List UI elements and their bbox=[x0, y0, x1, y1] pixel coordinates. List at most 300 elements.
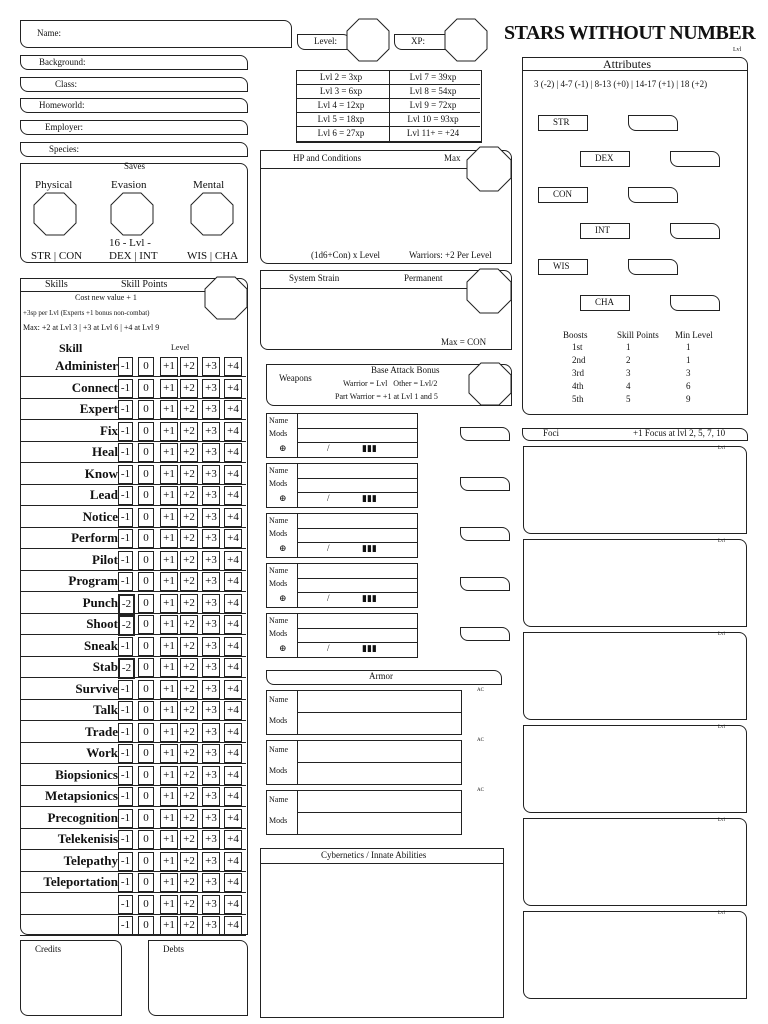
skill-level-box[interactable]: +3 bbox=[202, 766, 220, 785]
skill-level-box[interactable]: +2 bbox=[180, 529, 198, 548]
attr-mod-con[interactable] bbox=[628, 187, 678, 203]
skill-level-box[interactable]: 0 bbox=[138, 572, 154, 591]
xp-cell: Lvl 9 = 72xp bbox=[409, 100, 457, 110]
skill-level-box[interactable]: +1 bbox=[160, 809, 178, 828]
xp-row bbox=[296, 85, 480, 99]
skill-name: Trade bbox=[85, 723, 118, 739]
skill-level-box[interactable]: 0 bbox=[138, 508, 154, 527]
skill-level-box[interactable]: -1 bbox=[118, 809, 133, 828]
skill-level-box[interactable]: +4 bbox=[224, 701, 242, 720]
skill-row[interactable] bbox=[20, 656, 246, 678]
skill-level-box[interactable]: -1 bbox=[118, 529, 133, 548]
skill-level-box[interactable]: +4 bbox=[224, 594, 242, 613]
skill-level-box[interactable]: +2 bbox=[180, 895, 198, 914]
strain-permanent-label: Permanent bbox=[404, 273, 443, 283]
skill-level-box[interactable]: 0 bbox=[138, 637, 154, 656]
skill-level-box[interactable]: +4 bbox=[224, 809, 242, 828]
skill-level-box[interactable]: +4 bbox=[224, 895, 242, 914]
skill-level-box[interactable]: +3 bbox=[202, 486, 220, 505]
skill-level-box[interactable]: -1 bbox=[118, 465, 133, 484]
skill-level-box[interactable]: +1 bbox=[160, 701, 178, 720]
skill-name: Precognition bbox=[47, 809, 118, 825]
skill-name: Heal bbox=[92, 444, 118, 459]
skill-level-box[interactable]: +4 bbox=[224, 443, 242, 462]
skill-name: Teleportation bbox=[43, 874, 118, 889]
skill-level-box[interactable]: -1 bbox=[118, 357, 133, 376]
skill-name: Telekenisis bbox=[57, 831, 118, 846]
skill-level-box[interactable]: +3 bbox=[202, 787, 220, 806]
boost-cell: 4 bbox=[626, 381, 631, 391]
skill-level-box[interactable]: +1 bbox=[160, 486, 178, 505]
weapon-slot[interactable] bbox=[266, 613, 418, 658]
credits-box[interactable] bbox=[20, 940, 122, 1016]
skill-level-box[interactable]: +2 bbox=[180, 658, 198, 677]
skill-level-box[interactable]: -1 bbox=[118, 551, 133, 570]
skill-row[interactable] bbox=[20, 377, 246, 399]
skill-level-box[interactable]: +4 bbox=[224, 486, 242, 505]
skill-row[interactable] bbox=[20, 721, 246, 743]
skill-name: Stab bbox=[92, 659, 118, 674]
skill-level-box[interactable]: +2 bbox=[180, 916, 198, 935]
skill-level-box[interactable]: +2 bbox=[180, 852, 198, 871]
class-field[interactable] bbox=[20, 77, 248, 92]
boost-cell: 2nd bbox=[572, 355, 586, 365]
skill-row[interactable] bbox=[20, 463, 246, 485]
skill-level-box[interactable]: +1 bbox=[160, 551, 178, 570]
skill-level-box[interactable]: 0 bbox=[138, 465, 154, 484]
skill-level-box[interactable]: 0 bbox=[138, 422, 154, 441]
skill-level-box[interactable]: +4 bbox=[224, 400, 242, 419]
skill-level-box[interactable]: +2 bbox=[180, 572, 198, 591]
focus-slot[interactable] bbox=[523, 911, 747, 999]
armor-header bbox=[266, 670, 502, 685]
weapon-mods-label: Mods bbox=[269, 429, 288, 438]
skill-level-box[interactable]: -1 bbox=[118, 701, 133, 720]
skill-level-box[interactable]: +3 bbox=[202, 594, 220, 613]
weapon-slot[interactable] bbox=[266, 463, 418, 508]
skill-level-box[interactable]: +2 bbox=[180, 443, 198, 462]
skill-level-box[interactable]: 0 bbox=[138, 357, 154, 376]
weapon-damage-field[interactable] bbox=[460, 527, 510, 541]
weapon-slash: / bbox=[327, 543, 330, 553]
skill-level-box[interactable]: +1 bbox=[160, 830, 178, 849]
species-field[interactable] bbox=[20, 142, 248, 157]
skill-row[interactable] bbox=[20, 420, 246, 442]
attr-mod-dex[interactable] bbox=[670, 151, 720, 167]
skill-row[interactable] bbox=[20, 613, 246, 635]
skill-level-box[interactable]: +4 bbox=[224, 357, 242, 376]
bab-octagon[interactable] bbox=[468, 362, 512, 406]
level-field[interactable] bbox=[297, 34, 351, 50]
weapon-damage-field[interactable] bbox=[460, 477, 510, 491]
target-icon: ⊕ bbox=[279, 443, 287, 453]
attr-name: DEX bbox=[595, 153, 614, 163]
skill-level-box[interactable]: 0 bbox=[138, 400, 154, 419]
skill-level-box[interactable]: 0 bbox=[138, 680, 154, 699]
skill-row[interactable] bbox=[20, 570, 246, 592]
skill-level-box[interactable]: +4 bbox=[224, 508, 242, 527]
skill-level-box[interactable]: +3 bbox=[202, 572, 220, 591]
skill-level-box[interactable]: -1 bbox=[118, 787, 133, 806]
skill-level-box[interactable]: +1 bbox=[160, 615, 178, 634]
skill-level-box[interactable]: +3 bbox=[202, 658, 220, 677]
skill-level-box[interactable]: -1 bbox=[118, 443, 133, 462]
skill-row[interactable] bbox=[20, 635, 246, 657]
skill-level-box[interactable]: +1 bbox=[160, 465, 178, 484]
level-octagon[interactable] bbox=[346, 18, 390, 62]
skill-level-box[interactable]: 0 bbox=[138, 744, 154, 763]
saves-dex-int: DEX | INT bbox=[109, 250, 158, 262]
skill-level-box[interactable]: +2 bbox=[180, 830, 198, 849]
xp-cell: Lvl 11+ = +24 bbox=[406, 128, 460, 138]
attributes-title: Attributes bbox=[603, 57, 651, 71]
skill-name: Shoot bbox=[86, 616, 118, 631]
skill-level-box[interactable]: +3 bbox=[202, 830, 220, 849]
boost-cell: 3 bbox=[626, 368, 631, 378]
skill-level-box[interactable]: -2 bbox=[118, 594, 135, 615]
debts-label: Debts bbox=[163, 944, 184, 954]
skill-row[interactable] bbox=[20, 527, 246, 549]
employer-label: Employer: bbox=[45, 122, 83, 132]
skill-level-box[interactable]: +1 bbox=[160, 916, 178, 935]
skill-level-box[interactable]: 0 bbox=[138, 529, 154, 548]
skill-row[interactable] bbox=[20, 441, 246, 463]
skill-level-box[interactable]: +4 bbox=[224, 615, 242, 634]
skill-level-box[interactable]: +3 bbox=[202, 379, 220, 398]
skill-level-box[interactable]: +3 bbox=[202, 873, 220, 892]
boost-cell: 3 bbox=[686, 368, 691, 378]
weapon-slot[interactable] bbox=[266, 413, 418, 458]
skill-level-box[interactable]: +1 bbox=[160, 787, 178, 806]
skill-level-box[interactable]: +2 bbox=[180, 637, 198, 656]
skill-level-box[interactable]: 0 bbox=[138, 852, 154, 871]
skill-level-box[interactable]: +1 bbox=[160, 895, 178, 914]
skill-row[interactable] bbox=[20, 785, 246, 807]
homeworld-field[interactable] bbox=[20, 98, 248, 113]
skill-level-box[interactable]: -1 bbox=[118, 766, 133, 785]
skill-row[interactable] bbox=[20, 484, 246, 506]
armor-slot[interactable] bbox=[266, 790, 462, 835]
skill-level-box[interactable]: +3 bbox=[202, 809, 220, 828]
skill-level-box[interactable]: +3 bbox=[202, 723, 220, 742]
skill-level-box[interactable]: +2 bbox=[180, 422, 198, 441]
skill-row[interactable] bbox=[20, 699, 246, 721]
skill-row[interactable] bbox=[20, 764, 246, 786]
skill-level-box[interactable]: 0 bbox=[138, 787, 154, 806]
skill-level-box[interactable]: +2 bbox=[180, 766, 198, 785]
skill-level-box[interactable]: +2 bbox=[180, 379, 198, 398]
skill-level-box[interactable]: +3 bbox=[202, 615, 220, 634]
skill-row[interactable] bbox=[20, 355, 246, 377]
skill-row[interactable] bbox=[20, 506, 246, 528]
physical-save-octagon[interactable] bbox=[33, 192, 77, 236]
weapon-damage-field[interactable] bbox=[460, 627, 510, 641]
name-field[interactable] bbox=[20, 20, 292, 48]
skill-level-box[interactable]: +2 bbox=[180, 594, 198, 613]
skill-level-box[interactable]: +3 bbox=[202, 916, 220, 935]
skill-level-box[interactable]: +1 bbox=[160, 766, 178, 785]
skill-level-box[interactable]: +4 bbox=[224, 658, 242, 677]
skill-level-box[interactable]: +4 bbox=[224, 637, 242, 656]
skill-level-box[interactable]: +4 bbox=[224, 572, 242, 591]
weapon-name-label: Name bbox=[269, 466, 289, 475]
skill-level-box[interactable]: +1 bbox=[160, 422, 178, 441]
skill-row[interactable] bbox=[20, 592, 246, 614]
mental-save-octagon[interactable] bbox=[190, 192, 234, 236]
skill-level-box[interactable]: +2 bbox=[180, 465, 198, 484]
strain-permanent-octagon[interactable] bbox=[466, 268, 512, 314]
skill-level-box[interactable]: -1 bbox=[118, 723, 133, 742]
skill-level-box[interactable]: 0 bbox=[138, 379, 154, 398]
xp-cell: Lvl 6 = 27xp bbox=[317, 128, 365, 138]
skill-level-box[interactable]: +1 bbox=[160, 400, 178, 419]
skill-level-box[interactable]: 0 bbox=[138, 809, 154, 828]
skill-level-box[interactable]: 0 bbox=[138, 766, 154, 785]
skill-level-box[interactable]: +1 bbox=[160, 658, 178, 677]
weapon-slot[interactable] bbox=[266, 513, 418, 558]
armor-ac-label: AC bbox=[477, 788, 484, 793]
attr-mod-str[interactable] bbox=[628, 115, 678, 131]
skill-level-box[interactable]: +2 bbox=[180, 873, 198, 892]
skill-level-box[interactable]: +1 bbox=[160, 572, 178, 591]
skill-name: Administer bbox=[55, 358, 118, 373]
skill-level-box[interactable]: 0 bbox=[138, 701, 154, 720]
skill-level-box[interactable]: +3 bbox=[202, 465, 220, 484]
skill-level-box[interactable]: +1 bbox=[160, 723, 178, 742]
xp-cell: Lvl 2 = 3xp bbox=[319, 72, 363, 82]
armor-mods-label: Mods bbox=[269, 766, 288, 775]
skills-level-label: Level bbox=[171, 343, 190, 352]
skill-row[interactable] bbox=[20, 914, 246, 936]
title-lvl: Lvl bbox=[733, 47, 742, 53]
focus-slot[interactable] bbox=[523, 632, 747, 720]
debts-box[interactable] bbox=[148, 940, 248, 1016]
attr-mod-cha[interactable] bbox=[670, 295, 720, 311]
skill-points-octagon[interactable] bbox=[204, 276, 248, 320]
skill-level-box[interactable]: 0 bbox=[138, 873, 154, 892]
skill-level-box[interactable]: +3 bbox=[202, 895, 220, 914]
target-icon: ⊕ bbox=[279, 543, 287, 553]
xp-cell: Lvl 4 = 12xp bbox=[317, 100, 365, 110]
skill-level-box[interactable]: -1 bbox=[118, 916, 133, 935]
boosts-table bbox=[540, 330, 730, 410]
skill-level-box[interactable]: -1 bbox=[118, 572, 133, 591]
skill-level-box[interactable]: +2 bbox=[180, 551, 198, 570]
focus-slot[interactable] bbox=[523, 818, 747, 906]
skill-level-box[interactable]: +2 bbox=[180, 357, 198, 376]
skill-level-box[interactable]: +4 bbox=[224, 465, 242, 484]
skill-level-box[interactable]: -1 bbox=[118, 680, 133, 699]
xp-octagon[interactable] bbox=[444, 18, 488, 62]
weapon-slot[interactable] bbox=[266, 563, 418, 608]
skill-level-box[interactable]: -2 bbox=[118, 658, 135, 679]
skill-level-box[interactable]: +4 bbox=[224, 830, 242, 849]
boost-cell: 3rd bbox=[572, 368, 584, 378]
skill-level-box[interactable]: 0 bbox=[138, 723, 154, 742]
skill-name: Expert bbox=[79, 401, 118, 416]
skill-level-box[interactable]: +4 bbox=[224, 529, 242, 548]
skill-row[interactable] bbox=[20, 398, 246, 420]
skill-level-box[interactable]: +3 bbox=[202, 852, 220, 871]
skill-level-box[interactable]: +4 bbox=[224, 422, 242, 441]
evasion-save-octagon[interactable] bbox=[110, 192, 154, 236]
boost-cell: 1 bbox=[686, 342, 691, 352]
physical-label: Physical bbox=[35, 179, 73, 191]
weapon-slash: / bbox=[327, 493, 330, 503]
skill-level-box[interactable]: +1 bbox=[160, 680, 178, 699]
skill-name: Notice bbox=[82, 508, 118, 524]
skill-level-box[interactable]: 0 bbox=[138, 486, 154, 505]
attr-label-con bbox=[538, 187, 588, 203]
cybernetics-panel[interactable] bbox=[260, 848, 504, 1018]
skill-level-box[interactable]: 0 bbox=[138, 443, 154, 462]
skill-level-box[interactable]: -1 bbox=[118, 422, 133, 441]
skill-level-box[interactable]: +2 bbox=[180, 615, 198, 634]
focus-lvl-label: Lvl bbox=[718, 539, 725, 544]
skill-level-box[interactable]: 0 bbox=[138, 830, 154, 849]
skills-skill-header: Skill bbox=[59, 341, 83, 355]
skill-level-box[interactable]: +2 bbox=[180, 400, 198, 419]
skill-level-box[interactable]: +4 bbox=[224, 873, 242, 892]
skill-level-box[interactable]: +2 bbox=[180, 486, 198, 505]
weapon-name-label: Name bbox=[269, 516, 289, 525]
weapon-mods-label: Mods bbox=[269, 529, 288, 538]
target-icon: ⊕ bbox=[279, 593, 287, 603]
skill-level-box[interactable]: +2 bbox=[180, 680, 198, 699]
focus-slot[interactable] bbox=[523, 446, 747, 534]
skill-level-box[interactable]: +3 bbox=[202, 680, 220, 699]
skill-level-box[interactable]: 0 bbox=[138, 916, 154, 935]
skill-level-box[interactable]: 0 bbox=[138, 594, 154, 613]
skill-level-box[interactable]: +1 bbox=[160, 744, 178, 763]
skill-level-box[interactable]: +1 bbox=[160, 508, 178, 527]
foci-note: +1 Focus at lvl 2, 5, 7, 10 bbox=[633, 428, 726, 438]
armor-slot[interactable] bbox=[266, 690, 462, 735]
attr-label-dex bbox=[580, 151, 630, 167]
boost-cell: 4th bbox=[572, 381, 584, 391]
skill-level-box[interactable]: 0 bbox=[138, 551, 154, 570]
skill-level-box[interactable]: +4 bbox=[224, 551, 242, 570]
skill-level-box[interactable]: +3 bbox=[202, 508, 220, 527]
employer-field[interactable] bbox=[20, 120, 248, 135]
armor-mods-label: Mods bbox=[269, 816, 288, 825]
skill-level-box[interactable]: 0 bbox=[138, 895, 154, 914]
skill-level-box[interactable]: +1 bbox=[160, 357, 178, 376]
skill-level-box[interactable]: 0 bbox=[138, 658, 154, 677]
skill-row[interactable] bbox=[20, 828, 246, 850]
skill-level-box[interactable]: +2 bbox=[180, 723, 198, 742]
skill-level-box[interactable]: +3 bbox=[202, 551, 220, 570]
skill-level-box[interactable]: +3 bbox=[202, 701, 220, 720]
skill-level-box[interactable]: -2 bbox=[118, 615, 135, 636]
saves-formula: 16 - Lvl - bbox=[109, 237, 151, 249]
skill-level-box[interactable]: +4 bbox=[224, 852, 242, 871]
name-label: Name: bbox=[37, 28, 61, 38]
hp-title: HP and Conditions bbox=[293, 153, 362, 163]
armor-slot[interactable] bbox=[266, 740, 462, 785]
skill-level-box[interactable]: -1 bbox=[118, 637, 133, 656]
skill-level-box[interactable]: +4 bbox=[224, 379, 242, 398]
weapon-name-label: Name bbox=[269, 616, 289, 625]
skill-points-header: Skill Points bbox=[617, 330, 659, 340]
skill-level-box[interactable]: +4 bbox=[224, 723, 242, 742]
skill-level-box[interactable]: +1 bbox=[160, 594, 178, 613]
skill-row[interactable] bbox=[20, 893, 246, 915]
armor-name-label: Name bbox=[269, 795, 289, 804]
hp-max-octagon[interactable] bbox=[466, 146, 512, 192]
skill-level-box[interactable]: +1 bbox=[160, 637, 178, 656]
skill-level-box[interactable]: +4 bbox=[224, 744, 242, 763]
background-field[interactable] bbox=[20, 55, 248, 70]
skill-level-box[interactable]: +3 bbox=[202, 443, 220, 462]
focus-slot[interactable] bbox=[523, 539, 747, 627]
skill-row[interactable] bbox=[20, 549, 246, 571]
skill-level-box[interactable]: +2 bbox=[180, 809, 198, 828]
skill-row[interactable] bbox=[20, 850, 246, 872]
skill-level-box[interactable]: +3 bbox=[202, 637, 220, 656]
foci-title: Foci bbox=[543, 428, 560, 438]
skill-level-box[interactable]: +1 bbox=[160, 873, 178, 892]
skill-name: Sneak bbox=[84, 637, 118, 653]
boost-cell: 5th bbox=[572, 394, 584, 404]
armor-ac-label: AC bbox=[477, 738, 484, 743]
skill-name: Talk bbox=[93, 702, 118, 717]
skill-level-box[interactable]: -1 bbox=[118, 873, 133, 892]
xp-cell: Lvl 5 = 18xp bbox=[317, 114, 365, 124]
skill-level-box[interactable]: +2 bbox=[180, 744, 198, 763]
skill-row[interactable] bbox=[20, 678, 246, 700]
attr-name: CON bbox=[553, 189, 573, 199]
attr-mod-wis[interactable] bbox=[628, 259, 678, 275]
attr-mod-int[interactable] bbox=[670, 223, 720, 239]
skill-level-box[interactable]: +3 bbox=[202, 357, 220, 376]
skill-level-box[interactable]: +3 bbox=[202, 529, 220, 548]
skill-level-box[interactable]: +4 bbox=[224, 766, 242, 785]
skill-level-box[interactable]: -1 bbox=[118, 486, 133, 505]
skill-level-box[interactable]: +1 bbox=[160, 852, 178, 871]
skill-level-box[interactable]: -1 bbox=[118, 744, 133, 763]
skill-level-box[interactable]: +4 bbox=[224, 787, 242, 806]
skill-level-box[interactable]: +4 bbox=[224, 680, 242, 699]
skill-level-box[interactable]: +2 bbox=[180, 508, 198, 527]
skill-name: Program bbox=[68, 573, 118, 588]
skill-level-box[interactable]: +3 bbox=[202, 422, 220, 441]
attr-name: WIS bbox=[553, 261, 570, 271]
skill-level-box[interactable]: +1 bbox=[160, 529, 178, 548]
weapon-damage-field[interactable] bbox=[460, 577, 510, 591]
skill-level-box[interactable]: -1 bbox=[118, 508, 133, 527]
skill-level-box[interactable]: +1 bbox=[160, 443, 178, 462]
skill-level-box[interactable]: +4 bbox=[224, 916, 242, 935]
skill-level-box[interactable]: -1 bbox=[118, 852, 133, 871]
skill-level-box[interactable]: -1 bbox=[118, 830, 133, 849]
skill-level-box[interactable]: -1 bbox=[118, 400, 133, 419]
skill-level-box[interactable]: +3 bbox=[202, 744, 220, 763]
focus-slot[interactable] bbox=[523, 725, 747, 813]
skill-level-box[interactable]: +1 bbox=[160, 379, 178, 398]
skill-level-box[interactable]: -1 bbox=[118, 895, 133, 914]
boost-cell: 1st bbox=[572, 342, 583, 352]
skill-level-box[interactable]: +2 bbox=[180, 787, 198, 806]
skill-row[interactable] bbox=[20, 742, 246, 764]
weapon-damage-field[interactable] bbox=[460, 427, 510, 441]
skill-level-box[interactable]: +3 bbox=[202, 400, 220, 419]
skill-row[interactable] bbox=[20, 807, 246, 829]
skill-level-box[interactable]: 0 bbox=[138, 615, 154, 634]
skill-row[interactable] bbox=[20, 871, 246, 893]
skill-level-box[interactable]: -1 bbox=[118, 379, 133, 398]
skill-level-box[interactable]: +2 bbox=[180, 701, 198, 720]
